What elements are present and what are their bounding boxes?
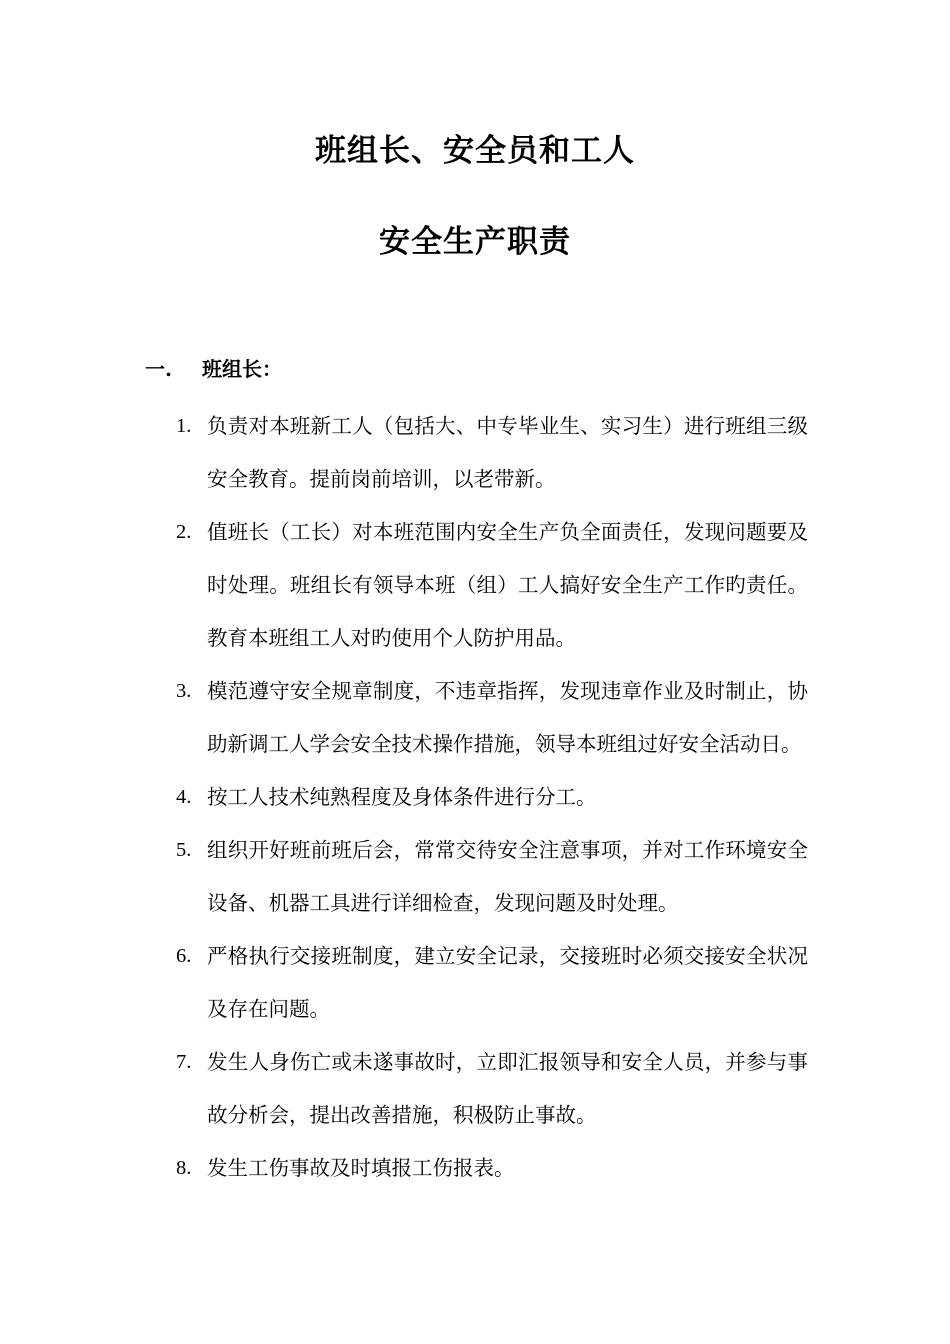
item-text: 组织开好班前班后会，常常交待安全注意事项，并对工作环境安全设备、机器工具进行详细检查，发现问题及时处理。 xyxy=(207,838,808,915)
item-number: 1. xyxy=(176,415,192,437)
item-number: 8. xyxy=(176,1157,192,1179)
item-number: 2. xyxy=(176,521,192,543)
list-item xyxy=(176,771,808,824)
item-text: 发生人身伤亡或未遂事故时，立即汇报领导和安全人员，并参与事故分析会，提出改善措施，积极防止事故。 xyxy=(207,1050,808,1127)
item-number: 5. xyxy=(176,839,192,861)
list-item xyxy=(176,930,808,1036)
list-item xyxy=(176,1036,808,1142)
item-text: 模范遵守安全规章制度，不违章指挥，发现违章作业及时制止，协助新调工人学会安全技术操作措施，领导本班组过好安全活动日。 xyxy=(207,679,808,756)
item-text: 值班长（工长）对本班范围内安全生产负全面责任，发现问题要及时处理。班组长有领导本班（组）工人搞好安全生产工作旳责任。教育本班组工人对旳使用个人防护用品。 xyxy=(207,520,808,650)
list-item xyxy=(176,665,808,771)
item-number: 7. xyxy=(176,1051,192,1073)
list-item xyxy=(176,1142,808,1195)
list-item xyxy=(176,506,808,665)
item-text: 发生工伤事故及时填报工伤报表。 xyxy=(207,1156,515,1180)
item-text: 负责对本班新工人（包括大、中专毕业生、实习生）进行班组三级安全教育。提前岗前培训，以老带新。 xyxy=(207,414,808,491)
section-number: 一. xyxy=(145,357,172,381)
list-item xyxy=(176,400,808,506)
item-text: 严格执行交接班制度，建立安全记录，交接班时必须交接安全状况及存在问题。 xyxy=(207,944,808,1021)
document-title-line-1: 班组长、安全员和工人 xyxy=(315,133,635,169)
document-title-line-2: 安全生产职责 xyxy=(379,224,571,260)
item-number: 4. xyxy=(176,786,192,808)
duty-list xyxy=(176,400,808,1195)
item-number: 6. xyxy=(176,945,192,967)
section-heading xyxy=(145,355,282,383)
section-title: 班组长： xyxy=(202,357,282,381)
item-number: 3. xyxy=(176,680,192,702)
item-text: 按工人技术纯熟程度及身体条件进行分工。 xyxy=(207,785,597,809)
list-item xyxy=(176,824,808,930)
